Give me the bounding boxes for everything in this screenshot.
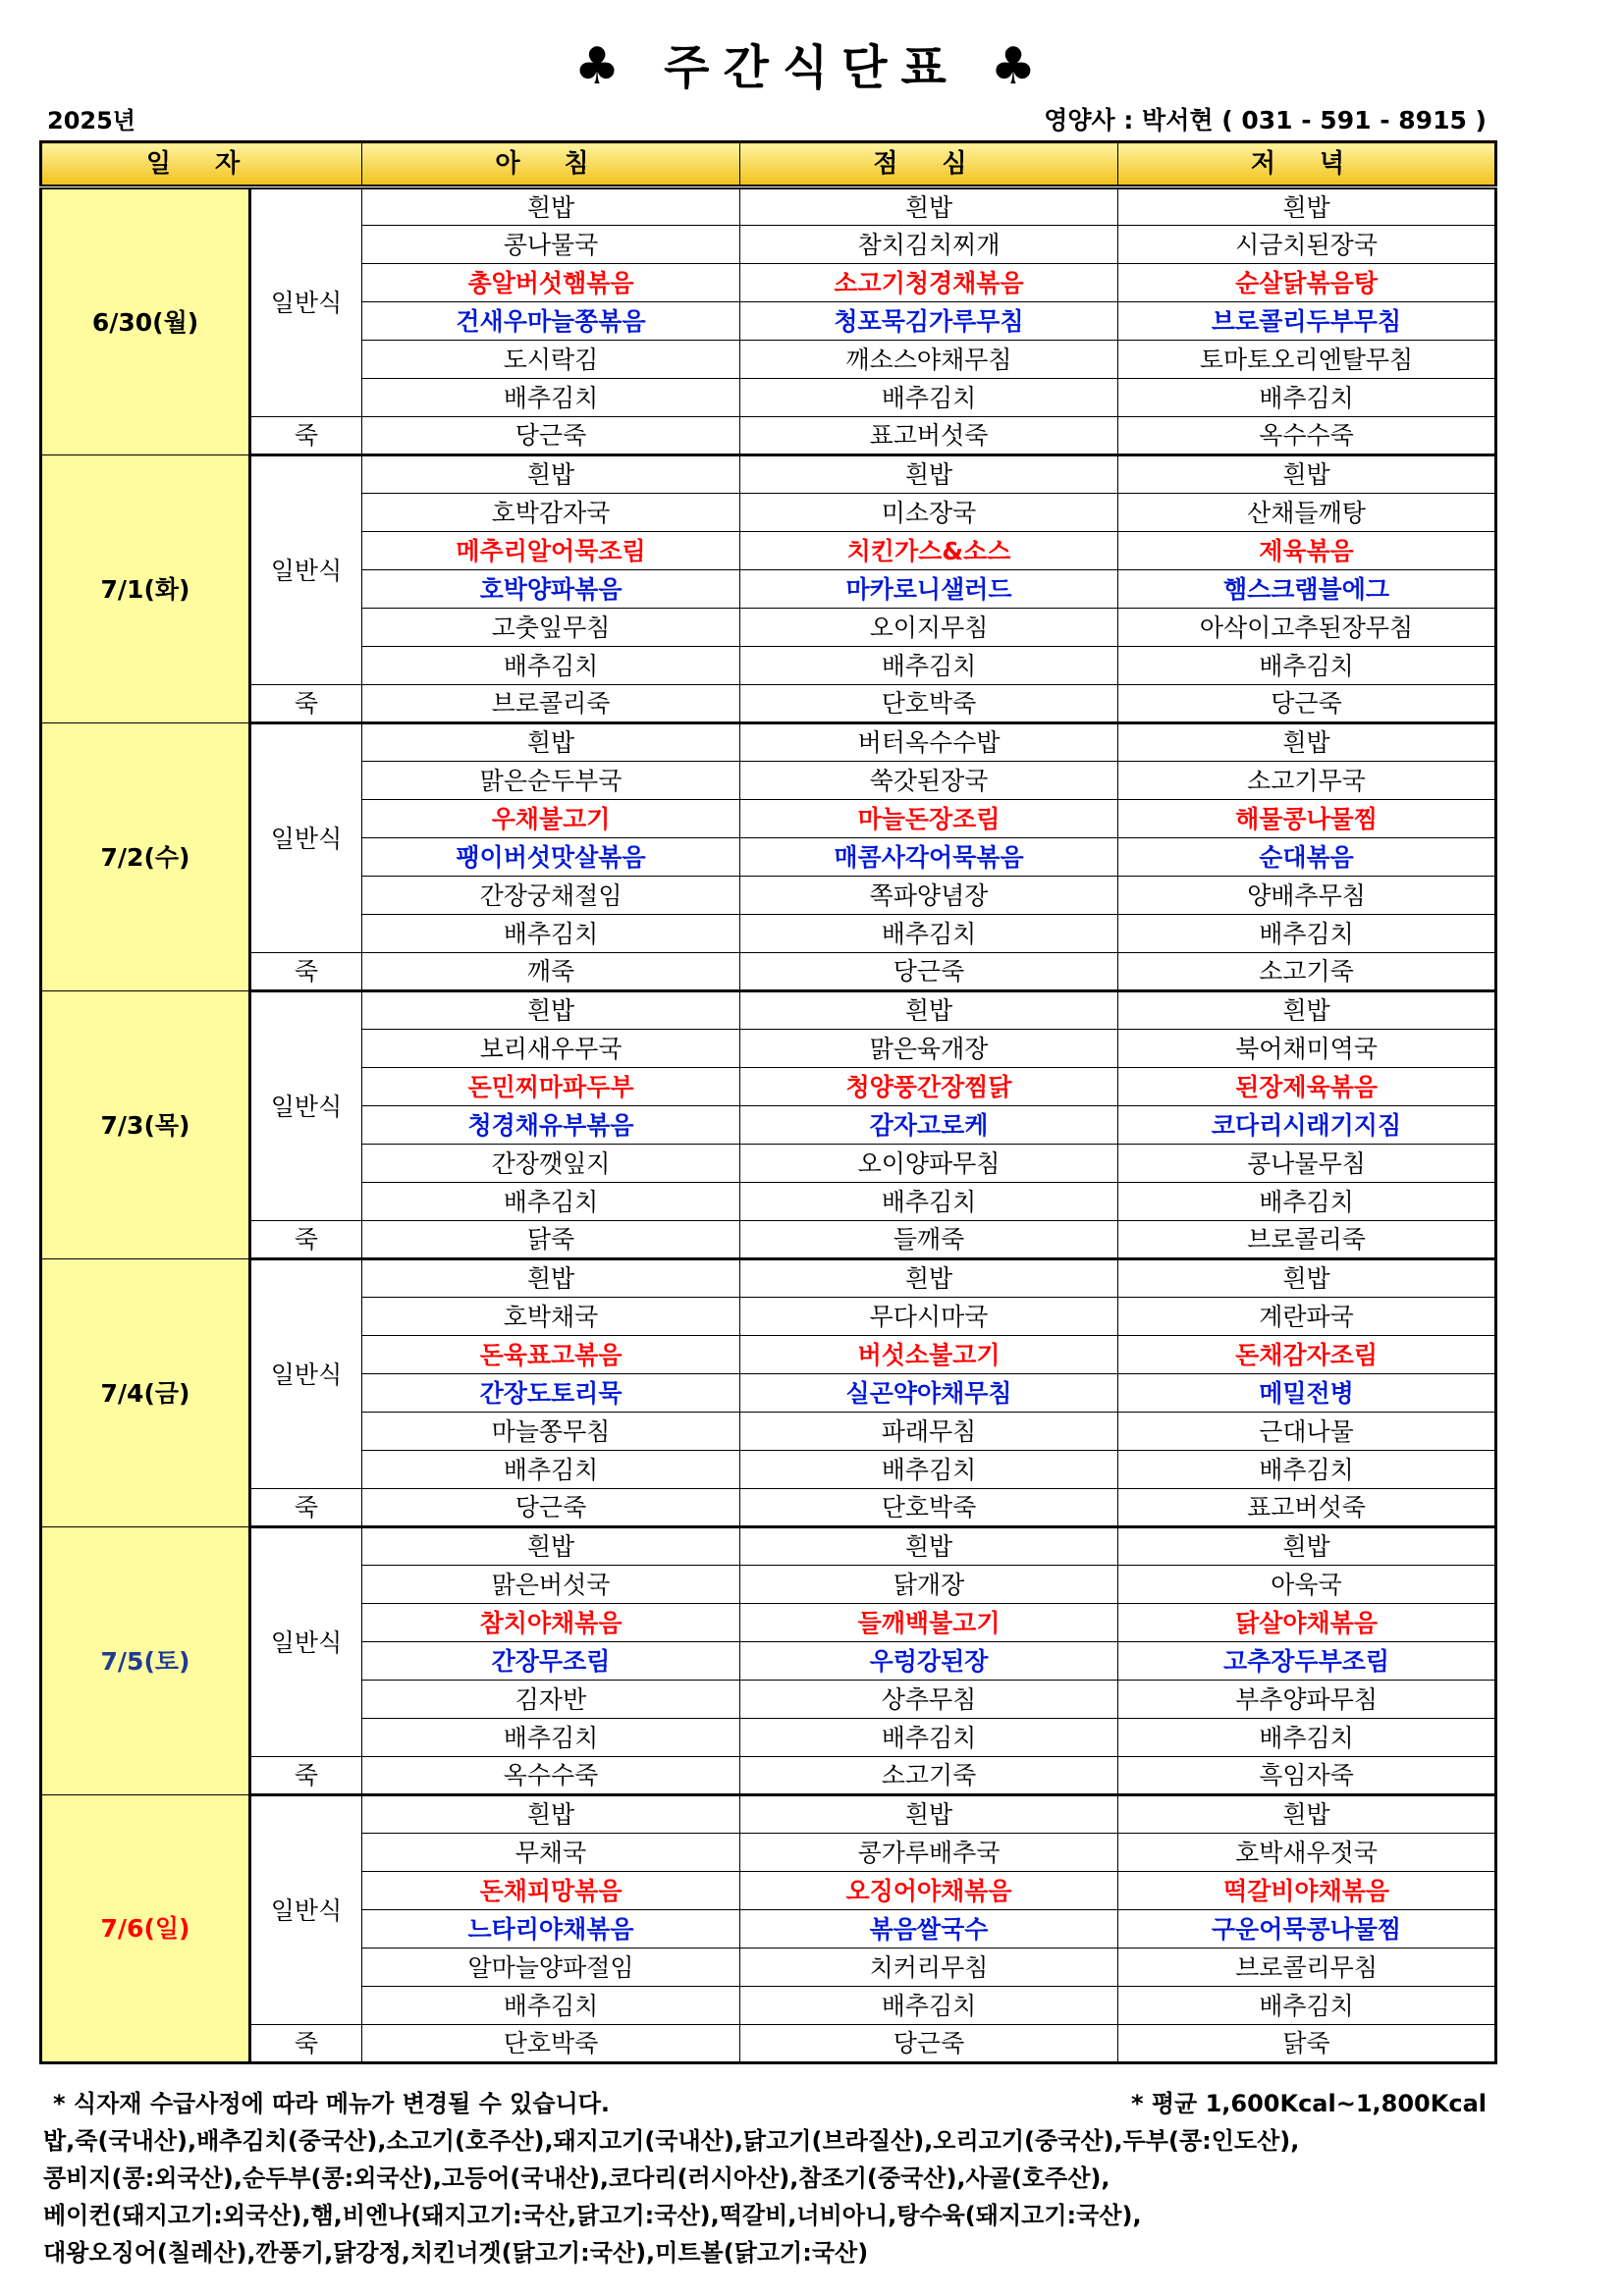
breakfast-item: 호박양파볶음 xyxy=(362,570,740,609)
breakfast-item: 배추김치 xyxy=(362,647,740,685)
origin-line: 베이컨(돼지고기:외국산),햄,비엔나(돼지고기:국산,닭고기:국산),떡갈비,너비아니,탕수육(돼지고기:국산), xyxy=(43,2202,1142,2229)
breakfast-item: 호박감자국 xyxy=(362,494,740,532)
lunch-item: 배추김치 xyxy=(740,1183,1118,1221)
porridge-row xyxy=(41,1757,1496,1795)
general-meal-label: 일반식 xyxy=(250,991,362,1221)
breakfast-item: 호박채국 xyxy=(362,1298,740,1336)
breakfast-item: 배추김치 xyxy=(362,915,740,953)
breakfast-item: 무채국 xyxy=(362,1834,740,1872)
general-meal-label: 일반식 xyxy=(250,1259,362,1489)
breakfast-item: 건새우마늘쫑볶음 xyxy=(362,302,740,341)
dinner-porridge: 소고기죽 xyxy=(1118,953,1496,991)
porridge-row xyxy=(41,2025,1496,2063)
menu-row xyxy=(41,1527,1496,1566)
dinner-porridge: 당근죽 xyxy=(1118,685,1496,723)
breakfast-item: 돈민찌마파두부 xyxy=(362,1068,740,1106)
dinner-item: 산채들깨탕 xyxy=(1118,494,1496,532)
breakfast-item: 흰밥 xyxy=(362,991,740,1030)
porridge-label: 죽 xyxy=(250,1757,362,1795)
date-cell: 7/2(수) xyxy=(41,723,250,991)
breakfast-item: 보리새우무국 xyxy=(362,1030,740,1068)
dinner-item: 배추김치 xyxy=(1118,647,1496,685)
general-meal-label: 일반식 xyxy=(250,723,362,953)
dinner-item: 고추장두부조림 xyxy=(1118,1642,1496,1681)
lunch-item: 볶음쌀국수 xyxy=(740,1910,1118,1949)
breakfast-item: 고춧잎무침 xyxy=(362,609,740,647)
porridge-label: 죽 xyxy=(250,1489,362,1527)
breakfast-porridge: 옥수수죽 xyxy=(362,1757,740,1795)
date-cell: 7/4(금) xyxy=(41,1259,250,1527)
lunch-item: 치커리무침 xyxy=(740,1949,1118,1987)
lunch-item: 매콤사각어묵볶음 xyxy=(740,838,1118,877)
menu-row xyxy=(41,1795,1496,1834)
dinner-item: 배추김치 xyxy=(1118,379,1496,417)
breakfast-porridge: 브로콜리죽 xyxy=(362,685,740,723)
date-cell: 7/3(목) xyxy=(41,991,250,1259)
dinner-item: 근대나물 xyxy=(1118,1413,1496,1451)
lunch-item: 들깨백불고기 xyxy=(740,1604,1118,1642)
page-title xyxy=(0,29,1624,97)
menu-row xyxy=(41,455,1496,494)
dinner-item: 배추김치 xyxy=(1118,1183,1496,1221)
lunch-item: 오이지무침 xyxy=(740,609,1118,647)
menu-row xyxy=(41,991,1496,1030)
porridge-label: 죽 xyxy=(250,685,362,723)
dinner-item: 부추양파무침 xyxy=(1118,1681,1496,1719)
breakfast-item: 흰밥 xyxy=(362,1527,740,1566)
breakfast-item: 알마늘양파절임 xyxy=(362,1949,740,1987)
year-label: 2025년 xyxy=(47,107,135,134)
lunch-item: 쪽파양념장 xyxy=(740,877,1118,915)
origin-line: 콩비지(콩:외국산),순두부(콩:외국산),고등어(국내산),코다리(러시아산),참조기(중국산),사골(호주산), xyxy=(43,2164,1110,2192)
lunch-item: 깨소스야채무침 xyxy=(740,341,1118,379)
dinner-item: 브로콜리두부무침 xyxy=(1118,302,1496,341)
dinner-item: 호박새우젓국 xyxy=(1118,1834,1496,1872)
lunch-item: 배추김치 xyxy=(740,647,1118,685)
lunch-porridge: 들깨죽 xyxy=(740,1221,1118,1259)
dinner-item: 닭살야채볶음 xyxy=(1118,1604,1496,1642)
lunch-item: 흰밥 xyxy=(740,991,1118,1030)
dinner-item: 구운어묵콩나물찜 xyxy=(1118,1910,1496,1949)
lunch-item: 오징어야채볶음 xyxy=(740,1872,1118,1910)
breakfast-porridge: 단호박죽 xyxy=(362,2025,740,2063)
lunch-item: 청양풍간장찜닭 xyxy=(740,1068,1118,1106)
breakfast-item: 콩나물국 xyxy=(362,226,740,264)
dinner-item: 해물콩나물찜 xyxy=(1118,800,1496,838)
origin-line: 대왕오징어(칠레산),깐풍기,닭강정,치킨너겟(닭고기:국산),미트볼(닭고기:국산) xyxy=(43,2239,869,2267)
dinner-item: 계란파국 xyxy=(1118,1298,1496,1336)
menu-row xyxy=(41,187,1496,226)
dinner-item: 햄스크램블에그 xyxy=(1118,570,1496,609)
dinner-item: 코다리시래기지짐 xyxy=(1118,1106,1496,1145)
menu-change-notice: * 식자재 수급사정에 따라 메뉴가 변경될 수 있습니다. xyxy=(53,2090,611,2117)
breakfast-item: 흰밥 xyxy=(362,723,740,762)
dinner-item: 흰밥 xyxy=(1118,1527,1496,1566)
lunch-item: 오이양파무침 xyxy=(740,1145,1118,1183)
breakfast-item: 총알버섯햄볶음 xyxy=(362,264,740,302)
date-cell: 7/6(일) xyxy=(41,1795,250,2063)
breakfast-item: 흰밥 xyxy=(362,455,740,494)
dinner-item: 양배추무침 xyxy=(1118,877,1496,915)
breakfast-item: 도시락김 xyxy=(362,341,740,379)
dinner-item: 배추김치 xyxy=(1118,1451,1496,1489)
title-text: 주간식단표 xyxy=(664,40,960,95)
breakfast-item: 간장깻잎지 xyxy=(362,1145,740,1183)
dinner-porridge: 브로콜리죽 xyxy=(1118,1221,1496,1259)
header-lunch: 점 심 xyxy=(740,142,1118,187)
porridge-row xyxy=(41,953,1496,991)
dinner-item: 콩나물무침 xyxy=(1118,1145,1496,1183)
dinner-item: 돈채감자조림 xyxy=(1118,1336,1496,1374)
date-cell: 7/1(화) xyxy=(41,455,250,723)
breakfast-porridge: 깨죽 xyxy=(362,953,740,991)
porridge-label: 죽 xyxy=(250,417,362,455)
breakfast-porridge: 닭죽 xyxy=(362,1221,740,1259)
lunch-item: 흰밥 xyxy=(740,1795,1118,1834)
lunch-item: 청포묵김가루무침 xyxy=(740,302,1118,341)
lunch-item: 마늘돈장조림 xyxy=(740,800,1118,838)
lunch-item: 미소장국 xyxy=(740,494,1118,532)
date-cell: 7/5(토) xyxy=(41,1527,250,1795)
dinner-item: 떡갈비야채볶음 xyxy=(1118,1872,1496,1910)
dinner-item: 토마토오리엔탈무침 xyxy=(1118,341,1496,379)
breakfast-item: 흰밥 xyxy=(362,1795,740,1834)
table-header-row xyxy=(41,142,1496,187)
lunch-porridge: 표고버섯죽 xyxy=(740,417,1118,455)
breakfast-item: 느타리야채볶음 xyxy=(362,1910,740,1949)
lunch-item: 흰밥 xyxy=(740,1527,1118,1566)
lunch-item: 상추무침 xyxy=(740,1681,1118,1719)
porridge-row xyxy=(41,685,1496,723)
menu-body xyxy=(41,187,1496,2063)
header-dinner: 저 녁 xyxy=(1118,142,1496,187)
dinner-porridge: 흑임자죽 xyxy=(1118,1757,1496,1795)
lunch-item: 파래무침 xyxy=(740,1413,1118,1451)
dinner-item: 배추김치 xyxy=(1118,915,1496,953)
breakfast-item: 청경채유부볶음 xyxy=(362,1106,740,1145)
breakfast-item: 흰밥 xyxy=(362,187,740,226)
lunch-item: 흰밥 xyxy=(740,455,1118,494)
nutritionist-info: 영양사 : 박서현 ( 031 - 591 - 8915 ) xyxy=(1044,106,1487,134)
lunch-item: 배추김치 xyxy=(740,379,1118,417)
header-breakfast: 아 침 xyxy=(362,142,740,187)
breakfast-item: 배추김치 xyxy=(362,379,740,417)
porridge-row xyxy=(41,1221,1496,1259)
lunch-item: 버터옥수수밥 xyxy=(740,723,1118,762)
footer-notes xyxy=(43,2085,1487,2271)
breakfast-item: 마늘쫑무침 xyxy=(362,1413,740,1451)
general-meal-label: 일반식 xyxy=(250,1795,362,2025)
club-icon: ♣ xyxy=(990,37,1051,96)
breakfast-item: 돈육표고볶음 xyxy=(362,1336,740,1374)
breakfast-item: 간장도토리묵 xyxy=(362,1374,740,1413)
porridge-label: 죽 xyxy=(250,2025,362,2063)
general-meal-label: 일반식 xyxy=(250,1527,362,1757)
lunch-item: 배추김치 xyxy=(740,1451,1118,1489)
menu-row xyxy=(41,723,1496,762)
lunch-item: 닭개장 xyxy=(740,1566,1118,1604)
breakfast-item: 돈채피망볶음 xyxy=(362,1872,740,1910)
porridge-row xyxy=(41,1489,1496,1527)
breakfast-porridge: 당근죽 xyxy=(362,1489,740,1527)
porridge-label: 죽 xyxy=(250,953,362,991)
breakfast-item: 배추김치 xyxy=(362,1987,740,2025)
lunch-item: 맑은육개장 xyxy=(740,1030,1118,1068)
calorie-note: * 평균 1,600Kcal~1,800Kcal xyxy=(1130,2090,1487,2117)
porridge-label: 죽 xyxy=(250,1221,362,1259)
breakfast-item: 김자반 xyxy=(362,1681,740,1719)
lunch-item: 배추김치 xyxy=(740,1987,1118,2025)
lunch-item: 흰밥 xyxy=(740,1259,1118,1298)
menu-row xyxy=(41,1259,1496,1298)
breakfast-item: 배추김치 xyxy=(362,1719,740,1757)
dinner-item: 순대볶음 xyxy=(1118,838,1496,877)
lunch-porridge: 당근죽 xyxy=(740,953,1118,991)
breakfast-item: 배추김치 xyxy=(362,1451,740,1489)
lunch-item: 흰밥 xyxy=(740,187,1118,226)
porridge-row xyxy=(41,417,1496,455)
lunch-item: 우렁강된장 xyxy=(740,1642,1118,1681)
footer-notice-line xyxy=(43,2085,1487,2122)
lunch-item: 배추김치 xyxy=(740,1719,1118,1757)
dinner-item: 흰밥 xyxy=(1118,1795,1496,1834)
lunch-item: 참치김치찌개 xyxy=(740,226,1118,264)
breakfast-item: 우채불고기 xyxy=(362,800,740,838)
lunch-porridge: 단호박죽 xyxy=(740,1489,1118,1527)
dinner-item: 흰밥 xyxy=(1118,1259,1496,1298)
dinner-item: 흰밥 xyxy=(1118,991,1496,1030)
breakfast-porridge: 당근죽 xyxy=(362,417,740,455)
dinner-porridge: 옥수수죽 xyxy=(1118,417,1496,455)
breakfast-item: 간장궁채절임 xyxy=(362,877,740,915)
breakfast-item: 메추리알어묵조림 xyxy=(362,532,740,570)
lunch-item: 무다시마국 xyxy=(740,1298,1118,1336)
breakfast-item: 흰밥 xyxy=(362,1259,740,1298)
lunch-porridge: 단호박죽 xyxy=(740,685,1118,723)
lunch-item: 실곤약야채무침 xyxy=(740,1374,1118,1413)
lunch-item: 치킨가스&소스 xyxy=(740,532,1118,570)
dinner-porridge: 표고버섯죽 xyxy=(1118,1489,1496,1527)
lunch-item: 콩가루배추국 xyxy=(740,1834,1118,1872)
lunch-item: 버섯소불고기 xyxy=(740,1336,1118,1374)
lunch-item: 소고기청경채볶음 xyxy=(740,264,1118,302)
dinner-item: 배추김치 xyxy=(1118,1719,1496,1757)
lunch-porridge: 소고기죽 xyxy=(740,1757,1118,1795)
breakfast-item: 간장무조림 xyxy=(362,1642,740,1681)
dinner-item: 메밀전병 xyxy=(1118,1374,1496,1413)
dinner-item: 제육볶음 xyxy=(1118,532,1496,570)
breakfast-item: 배추김치 xyxy=(362,1183,740,1221)
dinner-item: 흰밥 xyxy=(1118,723,1496,762)
dinner-porridge: 닭죽 xyxy=(1118,2025,1496,2063)
club-icon: ♣ xyxy=(573,37,634,96)
breakfast-item: 팽이버섯맛살볶음 xyxy=(362,838,740,877)
lunch-item: 마카로니샐러드 xyxy=(740,570,1118,609)
lunch-porridge: 당근죽 xyxy=(740,2025,1118,2063)
dinner-item: 소고기무국 xyxy=(1118,762,1496,800)
header-date: 일 자 xyxy=(41,142,362,187)
dinner-item: 시금치된장국 xyxy=(1118,226,1496,264)
general-meal-label: 일반식 xyxy=(250,455,362,685)
dinner-item: 흰밥 xyxy=(1118,455,1496,494)
dinner-item: 브로콜리무침 xyxy=(1118,1949,1496,1987)
general-meal-label: 일반식 xyxy=(250,187,362,417)
dinner-item: 아욱국 xyxy=(1118,1566,1496,1604)
lunch-item: 쑥갓된장국 xyxy=(740,762,1118,800)
dinner-item: 순살닭볶음탕 xyxy=(1118,264,1496,302)
date-cell: 6/30(월) xyxy=(41,187,250,455)
dinner-item: 흰밥 xyxy=(1118,187,1496,226)
dinner-item: 북어채미역국 xyxy=(1118,1030,1496,1068)
breakfast-item: 참치야채볶음 xyxy=(362,1604,740,1642)
breakfast-item: 맑은버섯국 xyxy=(362,1566,740,1604)
dinner-item: 된장제육볶음 xyxy=(1118,1068,1496,1106)
breakfast-item: 맑은순두부국 xyxy=(362,762,740,800)
lunch-item: 배추김치 xyxy=(740,915,1118,953)
dinner-item: 아삭이고추된장무침 xyxy=(1118,609,1496,647)
weekly-menu-table xyxy=(39,140,1497,2064)
origin-line: 밥,죽(국내산),배추김치(중국산),소고기(호주산),돼지고기(국내산),닭고기(브라질산),오리고기(중국산),두부(콩:인도산), xyxy=(43,2127,1300,2155)
lunch-item: 감자고로케 xyxy=(740,1106,1118,1145)
dinner-item: 배추김치 xyxy=(1118,1987,1496,2025)
